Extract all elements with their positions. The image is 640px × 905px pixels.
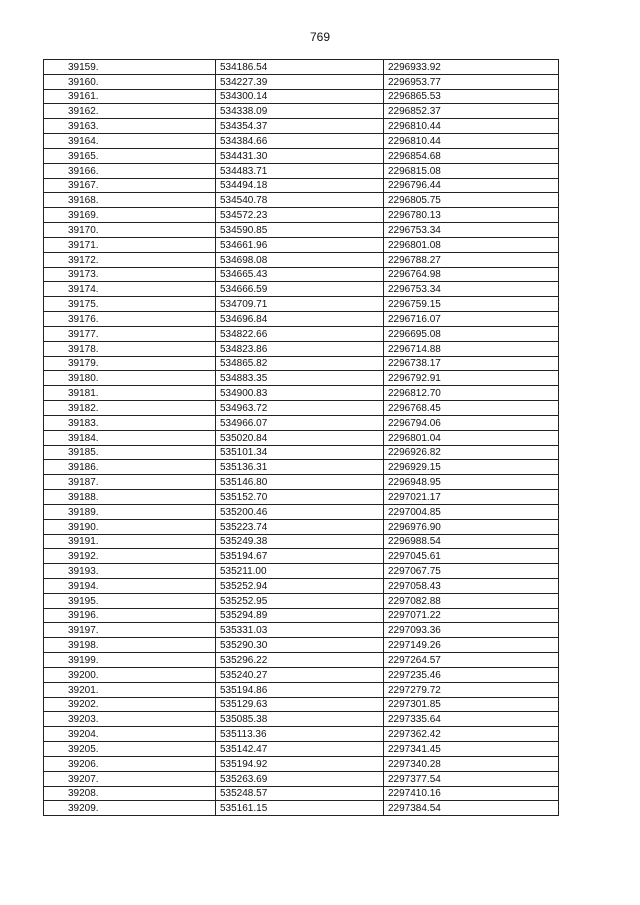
x-coordinate-cell: 534822.66 <box>216 326 384 341</box>
table-row <box>44 223 559 238</box>
x-coordinate-cell: 534966.07 <box>216 415 384 430</box>
point-number-cell: 39180. <box>44 371 216 386</box>
x-coordinate-cell: 534865.82 <box>216 356 384 371</box>
point-number-cell: 39164. <box>44 134 216 149</box>
x-coordinate-cell: 535152.70 <box>216 490 384 505</box>
y-coordinate-cell: 2296753.34 <box>384 223 559 238</box>
point-number-cell: 39162. <box>44 104 216 119</box>
y-coordinate-cell: 2296929.15 <box>384 460 559 475</box>
x-coordinate-cell: 535101.34 <box>216 445 384 460</box>
x-coordinate-cell: 534300.14 <box>216 89 384 104</box>
point-number-cell: 39191. <box>44 534 216 549</box>
y-coordinate-cell: 2297335.64 <box>384 712 559 727</box>
point-number-cell: 39207. <box>44 771 216 786</box>
x-coordinate-cell: 534883.35 <box>216 371 384 386</box>
point-number-cell: 39161. <box>44 89 216 104</box>
y-coordinate-cell: 2297093.36 <box>384 623 559 638</box>
table-row <box>44 74 559 89</box>
y-coordinate-cell: 2297341.45 <box>384 742 559 757</box>
table-row <box>44 163 559 178</box>
coordinates-table <box>43 59 559 816</box>
coordinates-table-body <box>44 60 559 816</box>
point-number-cell: 39171. <box>44 237 216 252</box>
point-number-cell: 39167. <box>44 178 216 193</box>
y-coordinate-cell: 2296794.06 <box>384 415 559 430</box>
x-coordinate-cell: 534494.18 <box>216 178 384 193</box>
point-number-cell: 39194. <box>44 578 216 593</box>
x-coordinate-cell: 534900.83 <box>216 386 384 401</box>
table-row <box>44 104 559 119</box>
table-row <box>44 727 559 742</box>
table-row <box>44 756 559 771</box>
table-row <box>44 401 559 416</box>
y-coordinate-cell: 2297021.17 <box>384 490 559 505</box>
x-coordinate-cell: 534540.78 <box>216 193 384 208</box>
table-row <box>44 801 559 816</box>
y-coordinate-cell: 2296716.07 <box>384 312 559 327</box>
y-coordinate-cell: 2297004.85 <box>384 504 559 519</box>
y-coordinate-cell: 2296812.70 <box>384 386 559 401</box>
table-row <box>44 193 559 208</box>
y-coordinate-cell: 2296988.54 <box>384 534 559 549</box>
point-number-cell: 39189. <box>44 504 216 519</box>
y-coordinate-cell: 2296815.08 <box>384 163 559 178</box>
table-row <box>44 297 559 312</box>
y-coordinate-cell: 2296759.15 <box>384 297 559 312</box>
y-coordinate-cell: 2296976.90 <box>384 519 559 534</box>
point-number-cell: 39181. <box>44 386 216 401</box>
y-coordinate-cell: 2296810.44 <box>384 134 559 149</box>
x-coordinate-cell: 535113.36 <box>216 727 384 742</box>
table-row <box>44 148 559 163</box>
point-number-cell: 39205. <box>44 742 216 757</box>
x-coordinate-cell: 534186.54 <box>216 60 384 75</box>
y-coordinate-cell: 2297071.22 <box>384 608 559 623</box>
point-number-cell: 39166. <box>44 163 216 178</box>
x-coordinate-cell: 535249.38 <box>216 534 384 549</box>
table-row <box>44 430 559 445</box>
table-row <box>44 742 559 757</box>
y-coordinate-cell: 2296953.77 <box>384 74 559 89</box>
x-coordinate-cell: 535331.03 <box>216 623 384 638</box>
table-row <box>44 267 559 282</box>
table-row <box>44 653 559 668</box>
y-coordinate-cell: 2297340.28 <box>384 756 559 771</box>
x-coordinate-cell: 534698.08 <box>216 252 384 267</box>
x-coordinate-cell: 535194.86 <box>216 682 384 697</box>
x-coordinate-cell: 535240.27 <box>216 667 384 682</box>
y-coordinate-cell: 2296738.17 <box>384 356 559 371</box>
y-coordinate-cell: 2296810.44 <box>384 119 559 134</box>
table-row <box>44 326 559 341</box>
point-number-cell: 39203. <box>44 712 216 727</box>
x-coordinate-cell: 534590.85 <box>216 223 384 238</box>
table-row <box>44 623 559 638</box>
y-coordinate-cell: 2297279.72 <box>384 682 559 697</box>
y-coordinate-cell: 2297384.54 <box>384 801 559 816</box>
table-row <box>44 460 559 475</box>
table-row <box>44 534 559 549</box>
table-row <box>44 237 559 252</box>
table-row <box>44 312 559 327</box>
point-number-cell: 39169. <box>44 208 216 223</box>
y-coordinate-cell: 2296926.82 <box>384 445 559 460</box>
table-row <box>44 178 559 193</box>
x-coordinate-cell: 534665.43 <box>216 267 384 282</box>
y-coordinate-cell: 2296788.27 <box>384 252 559 267</box>
table-row <box>44 519 559 534</box>
y-coordinate-cell: 2297410.16 <box>384 786 559 801</box>
table-row <box>44 475 559 490</box>
y-coordinate-cell: 2296801.08 <box>384 237 559 252</box>
point-number-cell: 39170. <box>44 223 216 238</box>
point-number-cell: 39192. <box>44 549 216 564</box>
point-number-cell: 39187. <box>44 475 216 490</box>
y-coordinate-cell: 2296768.45 <box>384 401 559 416</box>
table-row <box>44 564 559 579</box>
x-coordinate-cell: 535248.57 <box>216 786 384 801</box>
x-coordinate-cell: 535194.92 <box>216 756 384 771</box>
table-row <box>44 578 559 593</box>
point-number-cell: 39188. <box>44 490 216 505</box>
x-coordinate-cell: 535290.30 <box>216 638 384 653</box>
table-row <box>44 252 559 267</box>
x-coordinate-cell: 535142.47 <box>216 742 384 757</box>
table-row <box>44 89 559 104</box>
table-row <box>44 549 559 564</box>
point-number-cell: 39165. <box>44 148 216 163</box>
point-number-cell: 39193. <box>44 564 216 579</box>
point-number-cell: 39195. <box>44 593 216 608</box>
point-number-cell: 39197. <box>44 623 216 638</box>
point-number-cell: 39163. <box>44 119 216 134</box>
point-number-cell: 39183. <box>44 415 216 430</box>
y-coordinate-cell: 2296780.13 <box>384 208 559 223</box>
y-coordinate-cell: 2296796.44 <box>384 178 559 193</box>
point-number-cell: 39190. <box>44 519 216 534</box>
y-coordinate-cell: 2296764.98 <box>384 267 559 282</box>
y-coordinate-cell: 2296948.95 <box>384 475 559 490</box>
point-number-cell: 39178. <box>44 341 216 356</box>
table-row <box>44 771 559 786</box>
y-coordinate-cell: 2297149.26 <box>384 638 559 653</box>
point-number-cell: 39172. <box>44 252 216 267</box>
table-row <box>44 60 559 75</box>
point-number-cell: 39168. <box>44 193 216 208</box>
x-coordinate-cell: 535211.00 <box>216 564 384 579</box>
y-coordinate-cell: 2297058.43 <box>384 578 559 593</box>
table-row <box>44 490 559 505</box>
point-number-cell: 39184. <box>44 430 216 445</box>
point-number-cell: 39204. <box>44 727 216 742</box>
x-coordinate-cell: 535200.46 <box>216 504 384 519</box>
y-coordinate-cell: 2296854.68 <box>384 148 559 163</box>
y-coordinate-cell: 2296792.91 <box>384 371 559 386</box>
table-row <box>44 667 559 682</box>
y-coordinate-cell: 2297377.54 <box>384 771 559 786</box>
x-coordinate-cell: 534823.86 <box>216 341 384 356</box>
x-coordinate-cell: 534384.66 <box>216 134 384 149</box>
point-number-cell: 39206. <box>44 756 216 771</box>
x-coordinate-cell: 535085.38 <box>216 712 384 727</box>
table-row <box>44 134 559 149</box>
point-number-cell: 39185. <box>44 445 216 460</box>
x-coordinate-cell: 535129.63 <box>216 697 384 712</box>
x-coordinate-cell: 534483.71 <box>216 163 384 178</box>
table-row <box>44 119 559 134</box>
table-row <box>44 386 559 401</box>
x-coordinate-cell: 534431.30 <box>216 148 384 163</box>
x-coordinate-cell: 535194.67 <box>216 549 384 564</box>
point-number-cell: 39208. <box>44 786 216 801</box>
point-number-cell: 39182. <box>44 401 216 416</box>
x-coordinate-cell: 534963.72 <box>216 401 384 416</box>
y-coordinate-cell: 2297235.46 <box>384 667 559 682</box>
point-number-cell: 39209. <box>44 801 216 816</box>
point-number-cell: 39200. <box>44 667 216 682</box>
point-number-cell: 39176. <box>44 312 216 327</box>
point-number-cell: 39196. <box>44 608 216 623</box>
table-row <box>44 341 559 356</box>
y-coordinate-cell: 2297082.88 <box>384 593 559 608</box>
x-coordinate-cell: 535161.15 <box>216 801 384 816</box>
point-number-cell: 39177. <box>44 326 216 341</box>
x-coordinate-cell: 535252.94 <box>216 578 384 593</box>
point-number-cell: 39199. <box>44 653 216 668</box>
table-row <box>44 504 559 519</box>
y-coordinate-cell: 2297067.75 <box>384 564 559 579</box>
point-number-cell: 39175. <box>44 297 216 312</box>
x-coordinate-cell: 534354.37 <box>216 119 384 134</box>
table-row <box>44 371 559 386</box>
table-row <box>44 356 559 371</box>
y-coordinate-cell: 2296852.37 <box>384 104 559 119</box>
x-coordinate-cell: 534227.39 <box>216 74 384 89</box>
y-coordinate-cell: 2297301.85 <box>384 697 559 712</box>
y-coordinate-cell: 2296801.04 <box>384 430 559 445</box>
x-coordinate-cell: 534338.09 <box>216 104 384 119</box>
point-number-cell: 39174. <box>44 282 216 297</box>
y-coordinate-cell: 2296805.75 <box>384 193 559 208</box>
y-coordinate-cell: 2296753.34 <box>384 282 559 297</box>
x-coordinate-cell: 535223.74 <box>216 519 384 534</box>
y-coordinate-cell: 2297045.61 <box>384 549 559 564</box>
x-coordinate-cell: 535294.89 <box>216 608 384 623</box>
x-coordinate-cell: 535252.95 <box>216 593 384 608</box>
x-coordinate-cell: 534666.59 <box>216 282 384 297</box>
table-row <box>44 608 559 623</box>
page-number: 769 <box>309 30 331 44</box>
table-row <box>44 445 559 460</box>
y-coordinate-cell: 2297362.42 <box>384 727 559 742</box>
point-number-cell: 39173. <box>44 267 216 282</box>
table-row <box>44 786 559 801</box>
table-row <box>44 638 559 653</box>
point-number-cell: 39202. <box>44 697 216 712</box>
table-row <box>44 282 559 297</box>
table-row <box>44 415 559 430</box>
table-row <box>44 712 559 727</box>
x-coordinate-cell: 534572.23 <box>216 208 384 223</box>
point-number-cell: 39201. <box>44 682 216 697</box>
point-number-cell: 39159. <box>44 60 216 75</box>
y-coordinate-cell: 2296933.92 <box>384 60 559 75</box>
y-coordinate-cell: 2297264.57 <box>384 653 559 668</box>
y-coordinate-cell: 2296714.88 <box>384 341 559 356</box>
table-row <box>44 593 559 608</box>
table-row <box>44 208 559 223</box>
x-coordinate-cell: 534696.84 <box>216 312 384 327</box>
point-number-cell: 39179. <box>44 356 216 371</box>
table-row <box>44 682 559 697</box>
point-number-cell: 39198. <box>44 638 216 653</box>
point-number-cell: 39160. <box>44 74 216 89</box>
x-coordinate-cell: 535020.84 <box>216 430 384 445</box>
x-coordinate-cell: 535296.22 <box>216 653 384 668</box>
x-coordinate-cell: 534661.96 <box>216 237 384 252</box>
table-row <box>44 697 559 712</box>
point-number-cell: 39186. <box>44 460 216 475</box>
x-coordinate-cell: 535263.69 <box>216 771 384 786</box>
x-coordinate-cell: 534709.71 <box>216 297 384 312</box>
y-coordinate-cell: 2296695.08 <box>384 326 559 341</box>
x-coordinate-cell: 535146.80 <box>216 475 384 490</box>
x-coordinate-cell: 535136.31 <box>216 460 384 475</box>
y-coordinate-cell: 2296865.53 <box>384 89 559 104</box>
